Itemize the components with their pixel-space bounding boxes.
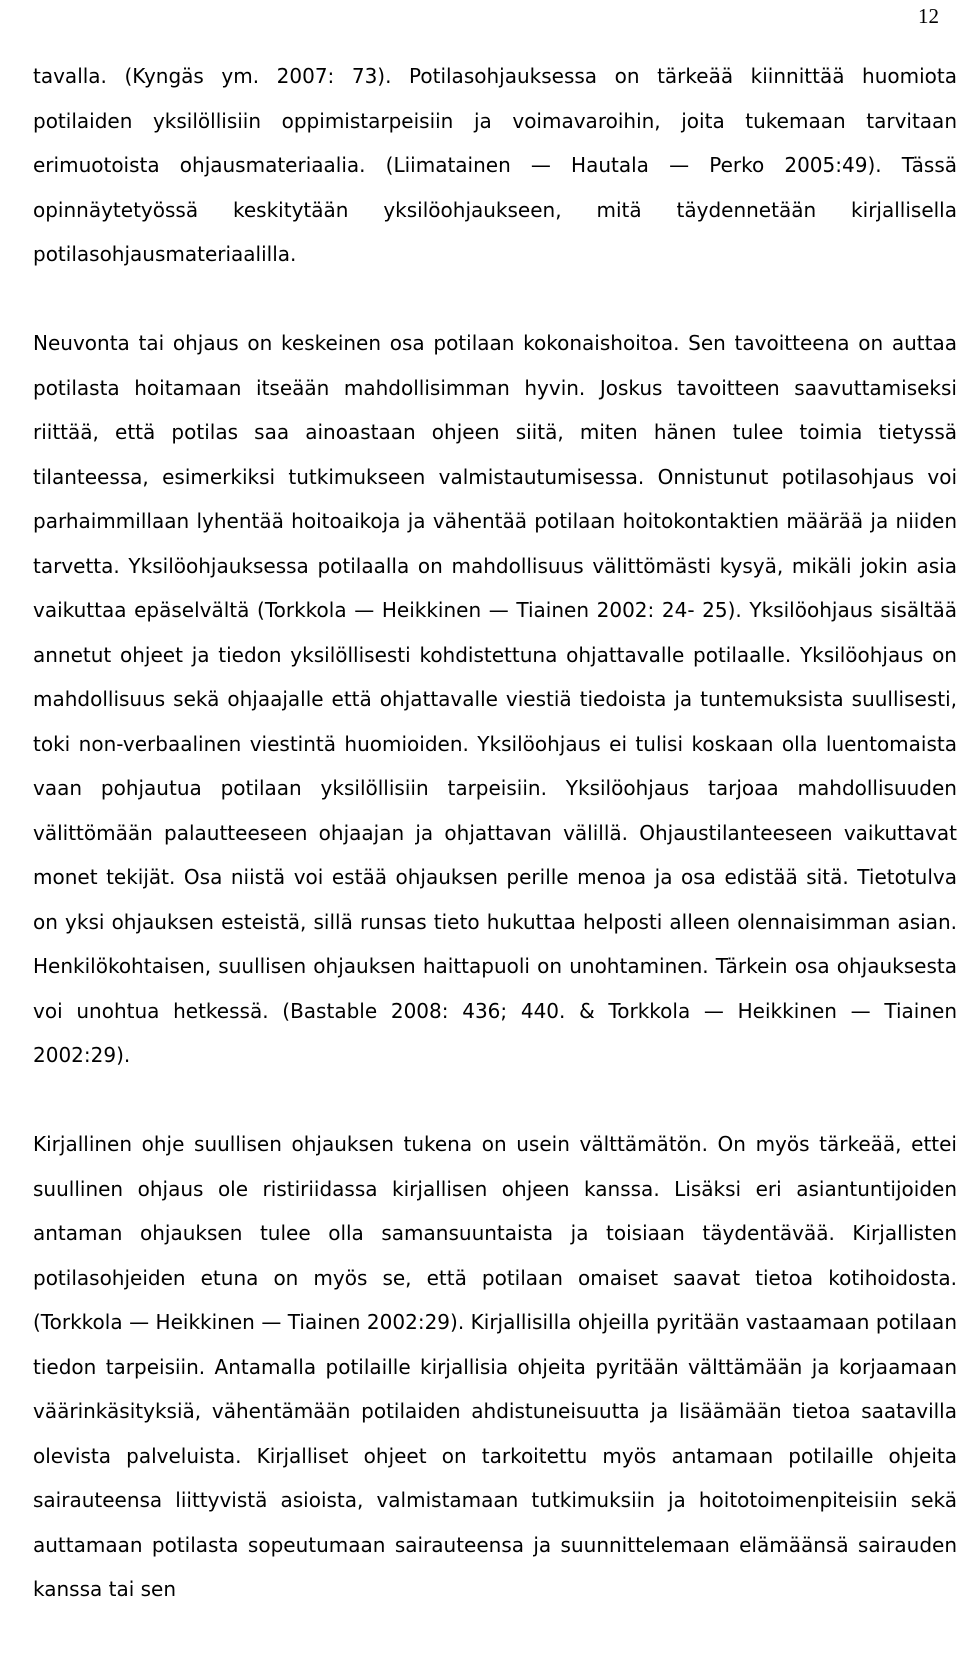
paragraph-2: Neuvonta tai ohjaus on keskeinen osa potilaan kokonaishoitoa. Sen tavoitteena on auttaa potilasta hoitamaan itseään mahdollisimman hyvin. Joskus tavoitteen saavuttamiseksi riittää, että potilas saa ainoastaan ohjeen siitä, miten hänen tulee toimia tietyssä tilanteessa, esimerkiksi tutkimukseen valmistautumisessa. Onnistunut potilasohjaus voi parhaimmillaan lyhentää hoitoaikoja ja vähentää potilaan hoitokontaktien määrää ja niiden tarvetta. Yksilöohjauksessa potilaalla on mahdollisuus välittömästi kysyä, mikäli jokin asia vaikuttaa epäselvältä (Torkkola — Heikkinen — Tiainen 2002: 24- 25). Yksilöohjaus sisältää annetut ohjeet ja tiedon yksilöllisesti kohdistettuna ohjattavalle potilaalle. Yksilöohjaus on mahdollisuus sekä ohjaajalle että ohjattavalle viestiä tiedoista ja tuntemuksista suullisesti, toki non-verbaalinen viestintä huomioiden. Yksilöohjaus ei tulisi koskaan olla luentomaista vaan pohjautua potilaan yksilöllisiin tarpeisiin. Yksilöohjaus tarjoaa mahdollisuuden välittömään palautteeseen ohjaajan ja ohjattavan välillä. Ohjaustilanteeseen vaikuttavat monet tekijät. Osa niistä voi estää ohjauksen perille menoa ja osa edistää sitä. Tietotulva on yksi ohjauksen esteistä, sillä runsas tieto hukuttaa helposti alleen olennaisimman asian. Henkilökohtaisen, suullisen ohjauksen haittapuoli on unohtaminen. Tärkein osa ohjauksesta voi unohtua hetkessä. (Bastable 2008: 436; 440. & Torkkola — Heikkinen — Tiainen 2002:29). [33, 331, 957, 1067]
body-text [33, 54, 957, 1612]
paragraph-1: tavalla. (Kyngäs ym. 2007: 73). Potilasohjauksessa on tärkeää kiinnittää huomiota potilaiden yksilöllisiin oppimistarpeisiin ja voimavaroihin, joita tukemaan tarvitaan erimuotoista ohjausmateriaalia. (Liimatainen — Hautala — Perko 2005:49). Tässä opinnäytetyössä keskitytään yksilöohjaukseen, mitä täydennetään kirjallisella potilasohjausmateriaalilla. [33, 64, 957, 266]
page-number: 12 [918, 4, 939, 28]
paragraph-3: Kirjallinen ohje suullisen ohjauksen tukena on usein välttämätön. On myös tärkeää, ettei suullinen ohjaus ole ristiriidassa kirjallisen ohjeen kanssa. Lisäksi eri asiantuntijoiden antaman ohjauksen tulee olla samansuuntaista ja toisiaan täydentävää. Kirjallisten potilasohjeiden etuna on myös se, että potilaan omaiset saavat tietoa kotihoidosta. (Torkkola — Heikkinen — Tiainen 2002:29). Kirjallisilla ohjeilla pyritään vastaamaan potilaan tiedon tarpeisiin. Antamalla potilaille kirjallisia ohjeita pyritään välttämään ja korjaamaan väärinkäsityksiä, vähentämään potilaiden ahdistuneisuutta ja lisäämään tietoa saatavilla olevista palveluista. Kirjalliset ohjeet on tarkoitettu myös antamaan potilaille ohjeita sairauteensa liittyvistä asioista, valmistamaan tutkimuksiin ja hoitotoimenpiteisiin sekä auttamaan potilasta sopeutumaan sairauteensa ja suunnittelemaan elämäänsä sairauden kanssa tai sen [33, 1132, 957, 1601]
